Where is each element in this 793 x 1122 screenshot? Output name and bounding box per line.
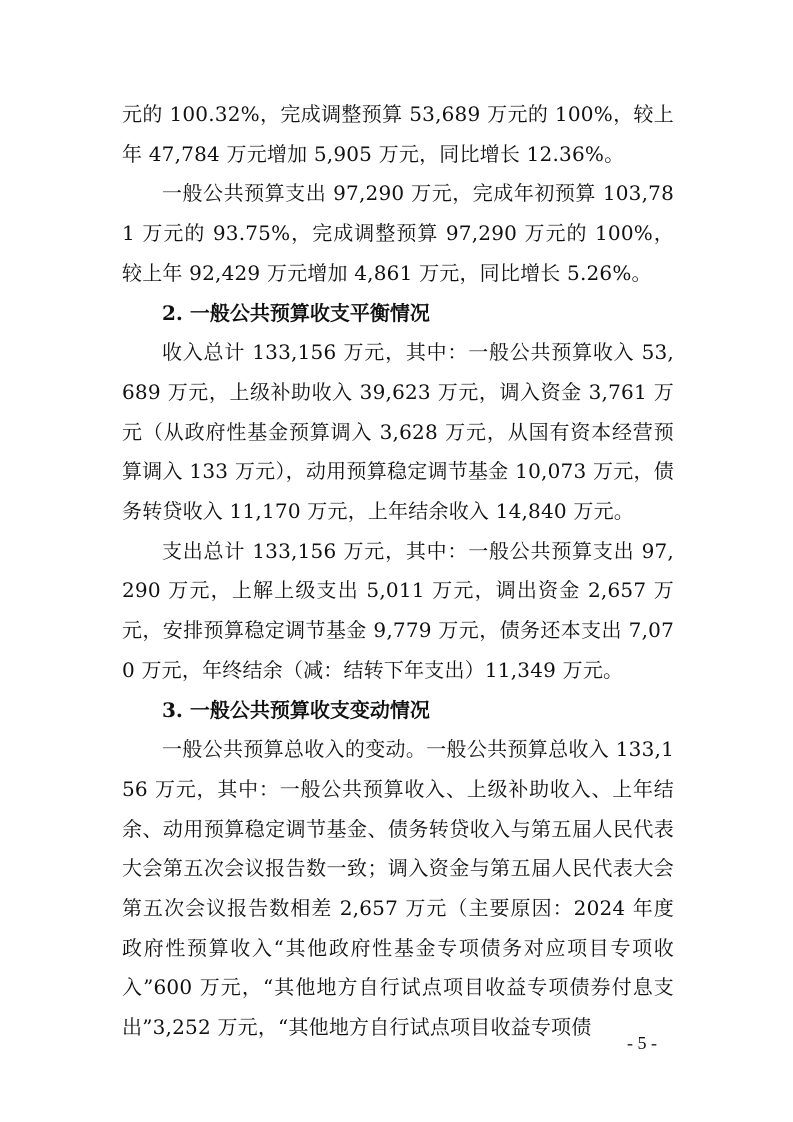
paragraph-income-total: 收入总计 133,156 万元，其中：一般公共预算收入 53,689 万元，上级补助收入 39,623 万元，调入资金 3,761 万元（从政府性基金预算调入 3,628 万元，从国有资本经营预算调入 133 万元），动用预算稳定调节基金 10,073 万元，债务转贷收入 11,170 万元，上年结余收入 14,840 万元。 [122,340,674,524]
document-body [122,95,674,1048]
paragraph-expenditure: 一般公共预算支出 97,290 万元，完成年初预算 103,781 万元的 93.75%，完成调整预算 97,290 万元的 100%，较上年 92,429 万元增加 4,861 万元，同比增长 5.26%。 [122,181,674,285]
page-number: - 5 - [627,1033,657,1053]
paragraph-expenditure-total: 支出总计 133,156 万元，其中：一般公共预算支出 97,290 万元，上解上级支出 5,011 万元，调出资金 2,657 万元，安排预算稳定调节基金 9,779 万元，债务还本支出 7,070 万元，年终结余（减：结转下年支出）11,349 万元。 [122,538,674,682]
paragraph-total-income-change: 一般公共预算总收入的变动。一般公共预算总收入 133,156 万元，其中：一般公共预算收入、上级补助收入、上年结余、动用预算稳定调节基金、债务转贷收入与第五届人民代表大会第五次会议报告数一致；调入资金与第五届人民代表大会第五次会议报告数相差 2,657 万元（主要原因：2024 年度政府性预算收入“其他政府性基金专项债务对应项目专项收入”600 万元，“其他地方自行试点项目收益专项债券付息支出”3,252 万元，“其他地方自行试点项目收益专项债 [122,737,674,1040]
section-heading-changes: 3. 一般公共预算收支变动情况 [162,697,430,722]
section-heading-balance: 2. 一般公共预算收支平衡情况 [162,300,430,325]
paragraph-income-completion: 元的 100.32%，完成调整预算 53,689 万元的 100%，较上年 47,784 万元增加 5,905 万元，同比增长 12.36%。 [122,102,674,166]
